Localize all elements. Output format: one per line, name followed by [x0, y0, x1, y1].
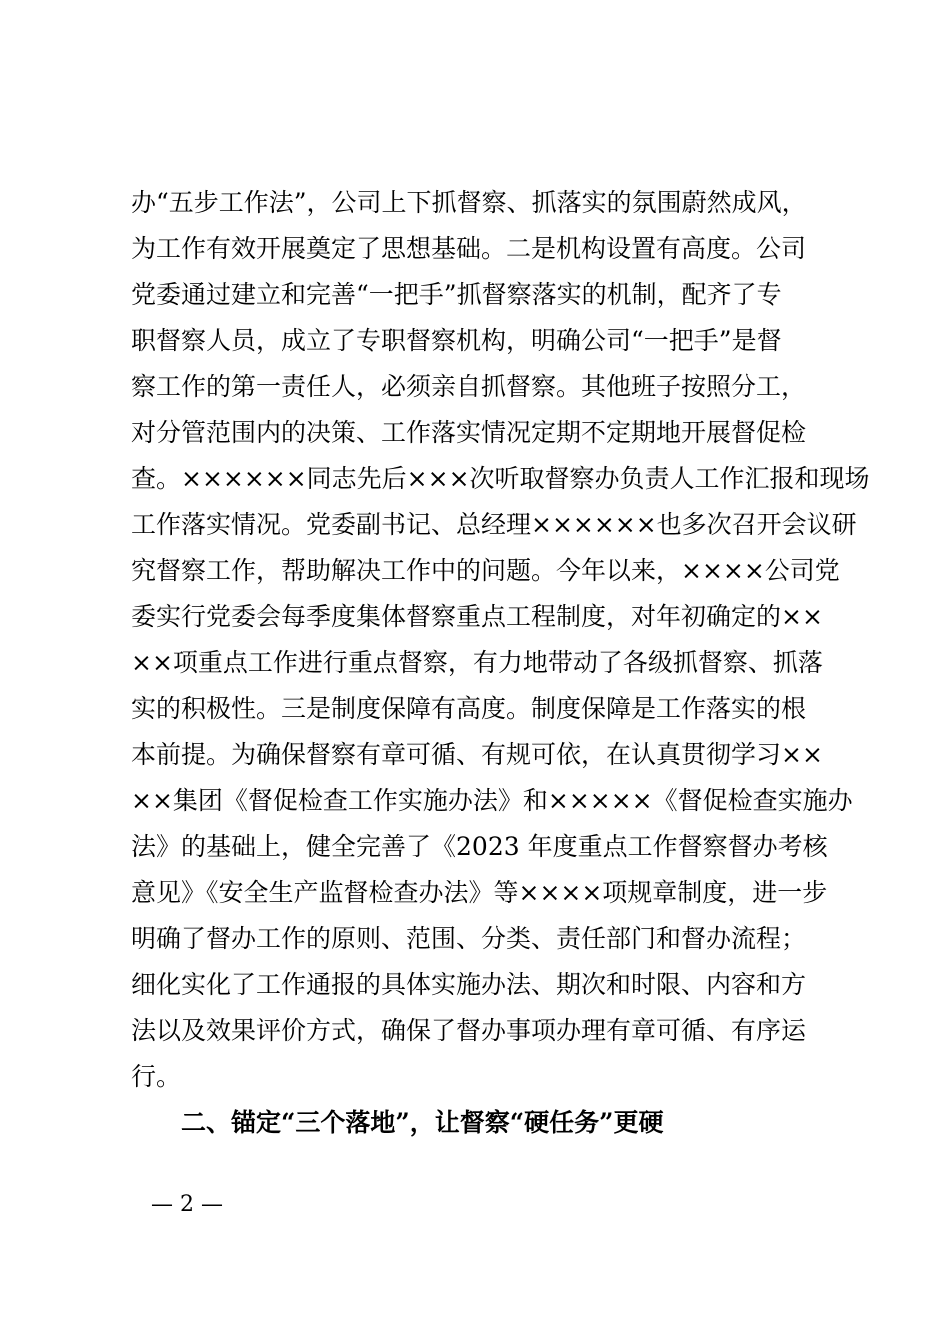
paragraph-line: 为工作有效开展奠定了思想基础。二是机构设置有高度。公司	[131, 234, 807, 263]
paragraph-line: 法》的基础上，健全完善了《2023 年度重点工作督察督办考核	[131, 832, 828, 861]
paragraph-line: 工作落实情况。党委副书记、总经理××××××也多次召开会议研	[131, 510, 857, 539]
paragraph-line: 职督察人员，成立了专职督察机构，明确公司“一把手”是督	[131, 326, 782, 355]
paragraph-line: 党委通过建立和完善“一把手”抓督察落实的机制，配齐了专	[131, 280, 782, 309]
section-heading: 二、锚定“三个落地”，让督察“硬任务”更硬	[181, 1108, 664, 1137]
paragraph-line: 察工作的第一责任人，必须亲自抓督察。其他班子按照分工，	[131, 372, 807, 401]
paragraph-line: 细化实化了工作通报的具体实施办法、期次和时限、内容和方	[131, 970, 807, 999]
paragraph-line: 实的积极性。三是制度保障有高度。制度保障是工作落实的根	[131, 694, 807, 723]
paragraph-line: 对分管范围内的决策、工作落实情况定期不定期地开展督促检	[131, 418, 807, 447]
paragraph-line: 究督察工作，帮助解决工作中的问题。今年以来，××××公司党	[131, 556, 840, 585]
paragraph-line: 委实行党委会每季度集体督察重点工程制度，对年初确定的××	[131, 602, 823, 631]
paragraph-line: 法以及效果评价方式，确保了督办事项办理有章可循、有序运	[131, 1016, 807, 1045]
paragraph-line: 本前提。为确保督察有章可循、有规可依，在认真贯彻学习××	[131, 740, 823, 769]
paragraph-line: 办“五步工作法”，公司上下抓督察、抓落实的氛围蔚然成风，	[131, 188, 807, 217]
paragraph-line: 行。	[131, 1062, 182, 1091]
page-number: — 2 —	[151, 1192, 223, 1217]
paragraph-line: ××集团《督促检查工作实施办法》和×××××《督促检查实施办	[131, 786, 853, 815]
paragraph-line: 意见》《安全生产监督检查办法》等××××项规章制度，进一步	[131, 878, 828, 907]
paragraph-line: 明确了督办工作的原则、范围、分类、责任部门和督办流程；	[131, 924, 807, 953]
paragraph-line: ××项重点工作进行重点督察，有力地带动了各级抓督察、抓落	[131, 648, 823, 677]
paragraph-line: 查。××××××同志先后×××次听取督察办负责人工作汇报和现场	[131, 464, 870, 493]
